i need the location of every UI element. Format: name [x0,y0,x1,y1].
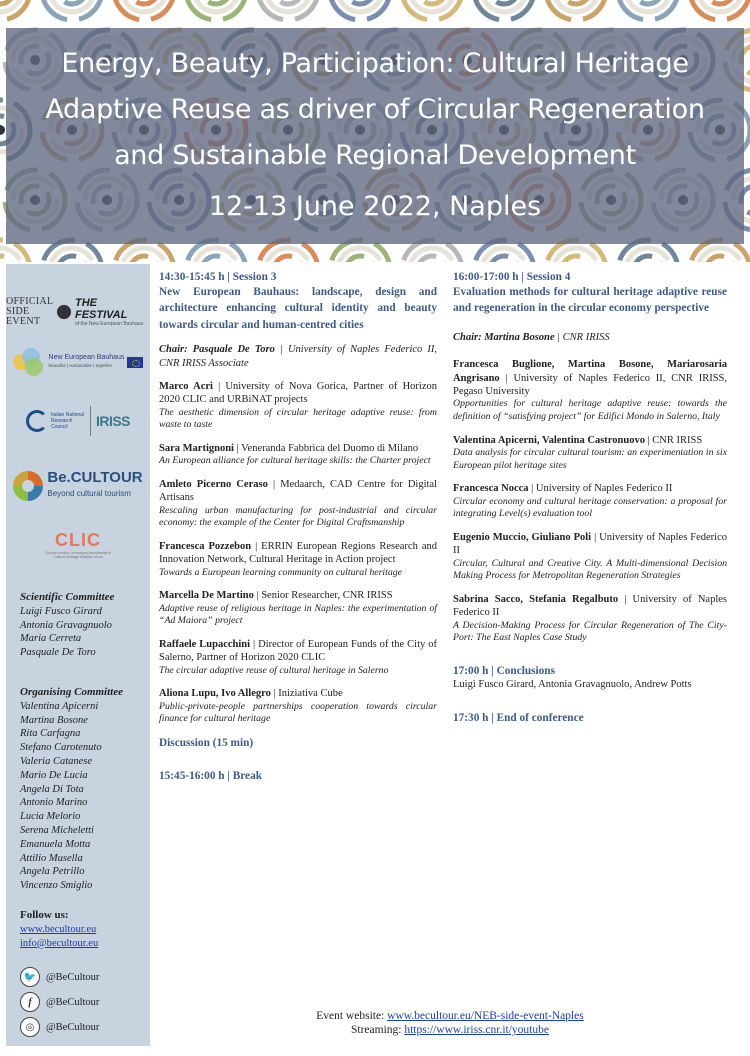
event-website-label: Event website: [316,1010,388,1022]
talk [159,638,437,677]
decorative-circle [418,0,446,4]
instagram-link[interactable] [20,1016,148,1038]
chair-name: Chair: Martina Bosone [453,331,555,343]
talk-title: Rescaling urban manufacturing for post-industrial and circular economy: the example of the Center for Digital Craftsmanship [159,504,437,529]
follow-us-title: Follow us: [20,909,69,921]
speaker-name: Marco Acri [159,381,213,393]
footer [150,1009,750,1037]
committee-member: Pasquale De Toro [20,647,96,659]
event-title-line: and Sustainable Regional Development [114,140,636,171]
decorative-circle [418,256,446,262]
committee-member: Rita Carfagna [20,728,81,740]
speaker-name: Raffaele Lupacchini [159,639,251,651]
decorative-circle [634,0,662,4]
sidebar [6,264,150,1046]
neb-text [49,354,125,370]
committee-member: Antonia Gravagnuolo [20,619,112,631]
clic-name: CLIC [55,529,101,550]
talk [159,540,437,579]
talk-title: Towards a European learning community on cultural heritage [159,566,403,578]
scientific-committee [20,591,148,660]
decorative-circle [706,256,734,262]
twitter-link[interactable] [20,966,148,988]
neb-circles-icon [13,348,45,376]
speaker-name: Sara Martignoni [159,443,234,455]
chair-affiliation: | CNR IRISS [554,331,610,343]
cnr-icon [26,410,48,432]
chair-name: Chair: Pasquale De Toro [159,344,275,356]
decorative-circle [634,256,662,262]
event-date: 12-13 June 2022, Naples [208,191,542,222]
becultour-logo [6,468,150,504]
becultour-tagline: Beyond cultural tourism [47,489,131,498]
discussion [159,737,437,750]
decorative-circle [706,0,734,4]
talk-title: An European alliance for cultural heritage skills: the Charter project [159,455,431,467]
follow-us-section [20,909,148,950]
decorative-circle [202,0,230,4]
speaker-affiliation: | University of Naples Federico II [453,531,727,557]
streaming-link[interactable]: https://www.iriss.cnr.it/youtube [404,1024,549,1036]
committee-member: Martina Bosone [20,714,88,726]
committee-member: Serena Micheletti [20,824,94,836]
streaming-line [150,1023,750,1037]
decorative-circle [0,0,14,4]
break-label: 15:45-16:00 h | Break [159,770,263,783]
committee-member: Stefano Carotenuto [20,742,102,754]
decorative-circle [562,256,590,262]
end-of-conference [453,712,727,725]
talk-title: Opportunities for cultural heritage adaptive reuse: towards the definition of “satisfying project” for Edifici Mondo in Salerno, Italy [453,398,727,423]
decorative-circle [346,256,374,262]
talk [453,482,727,521]
discussion-label: Discussion (15 min) [159,737,254,750]
clic-logo [6,526,150,562]
instagram-icon: ◎ [20,1017,40,1037]
becultour-circle-icon [13,471,43,501]
speaker-affiliation: | Veneranda Fabbrica del Duomo di Milano [233,443,419,455]
official-text-line: SIDE [6,306,30,317]
committee-member: Valeria Catanese [20,755,93,767]
decorative-dot [0,125,5,135]
iriss-logo-text: IRISS [95,413,131,429]
speaker-name: Francesca Nocca [453,483,529,495]
neb-tagline: beautiful | sustainable | together [48,363,113,368]
committee-member: Antonio Marino [20,797,88,809]
decorative-circle [346,0,374,4]
speaker-affiliation: | CNR IRISS [644,434,703,446]
speaker-name: Marcella De Martino [159,590,254,602]
speaker-affiliation: | University of Naples Federico II, CNR IRISS, Pegaso University [453,372,727,398]
decorative-circle [58,256,86,262]
event-title-box [6,28,744,244]
session-4-column [453,270,727,725]
talk [159,442,437,468]
scientific-committee-title: Scientific Committee [20,591,115,603]
session-4-time: 16:00-17:00 h | Session 4 [453,271,571,283]
talk-title: Data analysis for circular cultural tourism: an experimentation in six European pilot heritage sites [453,447,727,471]
talk [453,593,727,645]
conclusions-speakers: Luigi Fusco Girard, Antonia Gravagnuolo, Andrew Potts [453,679,692,691]
talk-title: Adaptive reuse of religious heritage in Naples: the experimentation of “Ad Maiora” project [159,602,437,627]
decorative-circle [490,256,518,262]
organising-committee [20,686,148,893]
committee-member: Vincenzo Smiglio [20,880,93,892]
speaker-affiliation: | ERRIN European Regions Research and Innovation Network, Cultural Heritage in Action project [159,541,437,566]
talk [453,531,727,583]
facebook-link[interactable] [20,991,148,1013]
talk-title: The circular adaptive reuse of cultural heritage in Salerno [159,664,389,676]
end-label: 17:30 h | End of conference [453,711,584,724]
decorative-circle [490,0,518,4]
break [159,770,437,783]
committee-member: Angela Petrillo [20,866,85,878]
speaker-affiliation: | University of Naples Federico II [528,483,673,495]
committee-member: Mario De Lucia [20,769,88,781]
becultour-name: Be.CULTOUR [47,469,143,486]
session-3-time: 14:30-15:45 h | Session 3 [159,271,277,283]
chair-affiliation: | University of Naples Federico II, CNR IRISS Associate [159,344,437,369]
twitter-icon: 🐦 [20,967,40,987]
festival-subtitle: of the New European Bauhaus [74,321,144,327]
session-3-chair [159,343,437,370]
festival-name: THE FESTIVAL [74,297,128,321]
festival-logo-text [75,297,150,327]
decorative-circle [274,0,302,4]
speaker-name: Valentina Apicerni, Valentina Castronuovo [453,434,645,446]
speaker-affiliation: | University of Naples Federico II [453,593,727,619]
decorative-circle [562,0,590,4]
speaker-affiliation: | Iniziativa Cube [270,688,343,700]
decorative-circle [0,256,14,262]
cnr-iriss-logo [6,402,150,440]
talk-title: Circular economy and cultural heritage conservation: a proposal for integrating Level(s) evaluation tool [453,495,727,520]
talk [159,589,437,628]
talk-title: A Decision-Making Process for Circular Regeneration of The City-Port: The East Naples Case Study [453,619,727,644]
decorative-circle [274,256,302,262]
committee-member: Maria Cerreta [20,633,82,645]
speaker-name: Eugenio Muccio, Giuliano Poli [453,531,592,543]
decorative-circle [130,256,158,262]
eu-flag-icon [127,357,143,368]
session-3-column [159,270,437,784]
event-website-link[interactable]: www.becultour.eu/NEB-side-event-Naples [387,1010,584,1022]
committee-member: Angela Di Tota [20,783,84,795]
official-text-line: OFFICIAL [6,296,54,307]
official-side-event-text [6,297,53,327]
twitter-handle: @BeCultour [46,971,100,983]
conclusions [453,665,727,692]
header-banner [0,0,750,262]
logo-divider [90,406,91,436]
speaker-affiliation: | Senior Researcher, CNR IRISS [253,590,393,602]
decorative-circle [130,0,158,4]
organising-committee-title: Organising Committee [20,686,123,698]
clic-subtitle: Circular models Leveraging Investments in Cultural heritage adaptive reuse [44,550,112,559]
committee-member: Attilio Musella [20,852,83,864]
talk [453,434,727,473]
email-link[interactable]: info@becultour.eu [20,937,99,949]
talk [453,358,727,423]
website-link[interactable]: www.becultour.eu [20,923,97,935]
new-european-bauhaus-logo [6,342,150,382]
decorative-circle [202,256,230,262]
session-4-title: Evaluation methods for cultural heritage adaptive reuse and regeneration in the circular economy perspective [453,286,727,315]
neb-name: New European Bauhaus [48,354,125,361]
speaker-name: Sabrina Sacco, Stefania Regalbuto [453,593,619,605]
committee-member: Valentina Apicerni [20,700,99,712]
instagram-handle: @BeCultour [46,1021,100,1033]
facebook-handle: @BeCultour [46,996,100,1008]
talk-title: Circular, Cultural and Creative City. A Multi-dimensional Decision Making Process for Metropolitan Regeneration Strategies [453,557,727,582]
event-title [6,28,744,179]
speaker-name: Amleto Picerno Ceraso [159,479,268,491]
event-title-line: Energy, Beauty, Participation: Cultural Heritage [61,48,689,79]
official-text-line: EVENT [6,316,41,327]
talk [159,380,437,432]
committee-member: Luigi Fusco Girard [20,605,102,617]
session-3-title: New European Bauhaus: landscape, design and architecture enhancing cultural identity and beauty towards circular and human-centred cities [159,286,437,331]
speaker-name: Francesca Pozzebon [159,541,252,553]
speaker-affiliation: | University of Nova Gorica, Partner of Horizon 2020 CLIC and URBiNAT projects [159,381,437,406]
event-website-line [150,1009,750,1023]
committee-member: Emanuela Motta [20,838,91,850]
facebook-icon: f [20,992,40,1012]
becultour-text [47,470,142,502]
committee-member: Lucia Melorio [20,811,81,823]
official-side-event-logo [6,290,150,334]
speaker-affiliation: | Director of European Funds of the City of Salerno, Partner of Horizon 2020 CLIC [159,639,437,664]
speaker-affiliation: | Medaarch, CAD Centre for Digital Artisans [159,479,437,504]
event-title-line: Adaptive Reuse as driver of Circular Regeneration [45,94,705,125]
decorative-circle [58,0,86,4]
conclusions-label: 17:00 h | Conclusions [453,664,555,677]
talk [159,687,437,726]
speaker-name: Aliona Lupu, Ivo Allegro [159,688,271,700]
talk-title: Public-private-people partnerships cooperation towards circular finance for cultural heritage [159,700,437,725]
talk [159,478,437,530]
festival-badge-icon [57,305,71,319]
cnr-text: Italian National Research Council [50,412,85,430]
speaker-name: Francesca Buglione, Martina Bosone, Mariarosaria Angrisano [453,359,727,384]
talk-title: The aesthetic dimension of circular heritage adaptive reuse: from waste to taste [159,406,437,431]
session-4-chair [453,331,727,344]
streaming-label: Streaming: [351,1024,405,1036]
